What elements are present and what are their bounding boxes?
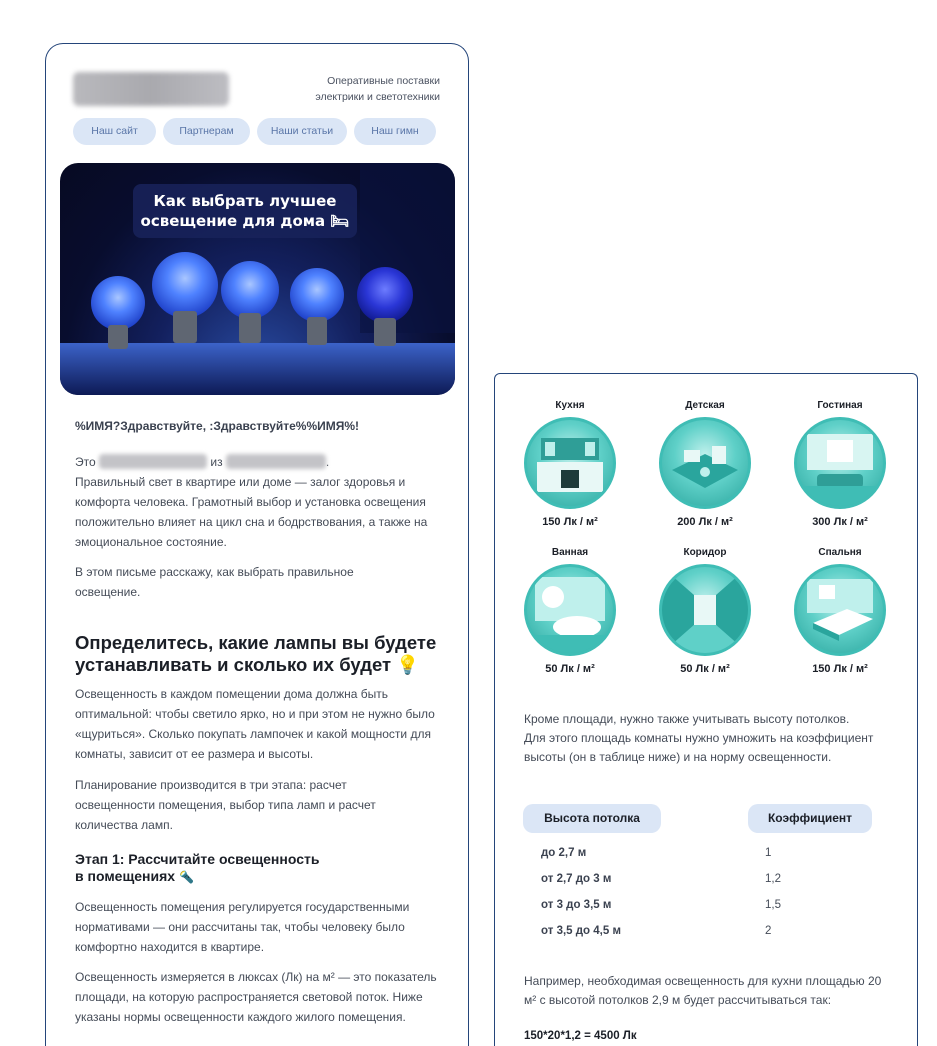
header-tagline bbox=[280, 73, 440, 105]
section1-heading: Определитесь, какие лампы вы будете устанавливать и сколько их будет 💡 bbox=[75, 632, 437, 675]
room-card-kitchen: Кухня 150 Лк / м² bbox=[510, 399, 630, 528]
nav-partners-button[interactable]: Партнерам bbox=[163, 118, 250, 145]
nav-anthem-button[interactable]: Наш гимн bbox=[354, 118, 436, 145]
sender-name-blurred bbox=[99, 454, 207, 469]
email-card-left bbox=[45, 43, 469, 1046]
company-logo-blurred bbox=[73, 72, 229, 106]
bedroom-icon bbox=[794, 564, 886, 656]
example-paragraph: Например, необходимая освещенность для кухни площадью 20 м² с высотой потолков 2,9 м будет рассчитываться так: bbox=[524, 974, 882, 1007]
intro-paragraph-1: Это из . Правильный свет в квартире или доме — залог здоровья и комфорта человека. Грамотный выбор и установка освещения положительно влияет на цикл сна и бодрствования, а также на эмоциональное состояние. bbox=[75, 455, 428, 549]
corridor-icon bbox=[659, 564, 751, 656]
company-name-blurred bbox=[226, 454, 326, 469]
greeting: %ИМЯ?Здравствуйте, :Здравствуйте%%ИМЯ%! bbox=[75, 419, 360, 433]
nav-articles-button[interactable]: Наши статьи bbox=[257, 118, 347, 145]
intro-text: Правильный свет в квартире или доме — залог здоровья и комфорта человека. Грамотный выбор и установка освещения положительно влияет на цикл сна и бодрствования, а также на эмоциональное состояние. bbox=[75, 475, 428, 549]
hero-title bbox=[133, 184, 357, 238]
intro-this-label: Это bbox=[75, 455, 96, 469]
step1-paragraph-1: Освещенность помещения регулируется государственными нормативами — они рассчитаны так, чтобы человеку было комфортно находится в квартире. bbox=[75, 900, 410, 954]
bathroom-icon bbox=[524, 564, 616, 656]
table-cell-height: до 2,7 м bbox=[541, 847, 587, 859]
bed-icon: 🛏 bbox=[325, 212, 350, 230]
room-card-living: Гостиная 300 Лк / м² bbox=[780, 399, 900, 528]
room-card-corridor: Коридор 50 Лк / м² bbox=[645, 546, 765, 675]
table-header-coef: Коэффициент bbox=[748, 804, 872, 833]
hero-banner bbox=[60, 163, 455, 395]
step1-heading: Этап 1: Рассчитайте освещенность в помещениях 🔦 bbox=[75, 851, 320, 884]
table-cell-height: от 2,7 до 3 м bbox=[541, 873, 612, 885]
intro-from-label: из bbox=[210, 455, 223, 469]
section1-paragraph-2: Планирование производится в три этапа: расчет освещенности помещения, выбор типа ламп и расчет количества ламп. bbox=[75, 778, 376, 832]
tagline-line-1: Оперативные поставки bbox=[327, 75, 440, 87]
table-cell-coef: 2 bbox=[765, 925, 772, 937]
kids-room-icon bbox=[659, 417, 751, 509]
intro-paragraph-2: В этом письме расскажу, как выбрать правильное освещение. bbox=[75, 565, 354, 599]
room-card-bathroom: Ванная 50 Лк / м² bbox=[510, 546, 630, 675]
step1-paragraph-2: Освещенность измеряется в люксах (Лк) на м² — это показатель площади, на которую распространяется световой поток. Ниже указаны нормы освещенности каждого жилого помещения. bbox=[75, 970, 437, 1024]
table-cell-coef: 1,5 bbox=[765, 899, 781, 911]
nav-bar bbox=[73, 118, 436, 145]
tagline-line-2: электрики и светотехники bbox=[315, 91, 440, 103]
table-cell-height: от 3 до 3,5 м bbox=[541, 899, 612, 911]
table-header-height: Высота потолка bbox=[523, 804, 661, 833]
table-cell-height: от 3,5 до 4,5 м bbox=[541, 925, 621, 937]
living-room-icon bbox=[794, 417, 886, 509]
room-card-kids: Детская 200 Лк / м² bbox=[645, 399, 765, 528]
nav-our-site-button[interactable]: Наш сайт bbox=[73, 118, 156, 145]
room-card-bedroom: Спальня 150 Лк / м² bbox=[780, 546, 900, 675]
hero-title-line-1: Как выбрать лучшее bbox=[153, 192, 337, 210]
light-bulb-icon: 💡 bbox=[396, 654, 420, 675]
kitchen-icon bbox=[524, 417, 616, 509]
table-cell-coef: 1 bbox=[765, 847, 772, 859]
email-card-right bbox=[494, 373, 918, 1046]
hero-title-line-2: освещение для дома bbox=[140, 212, 326, 230]
height-note: Кроме площади, нужно также учитывать высоту потолков. Для этого площадь комнаты нужно умножить на коэффициент высоты (он в таблице ниже) и на норму освещенности. bbox=[524, 712, 874, 764]
table-cell-coef: 1,2 bbox=[765, 873, 781, 885]
formula: 150*20*1,2 = 4500 Лк bbox=[524, 1030, 637, 1042]
section1-paragraph-1: Освещенность в каждом помещении дома должна быть оптимальной: чтобы светило ярко, но и при этом не нужно было «щуриться». Сколько покупать лампочек и какой мощности для комнаты, зависит от ее размера и высоты. bbox=[75, 687, 435, 761]
flashlight-icon: 🔦 bbox=[178, 870, 194, 884]
